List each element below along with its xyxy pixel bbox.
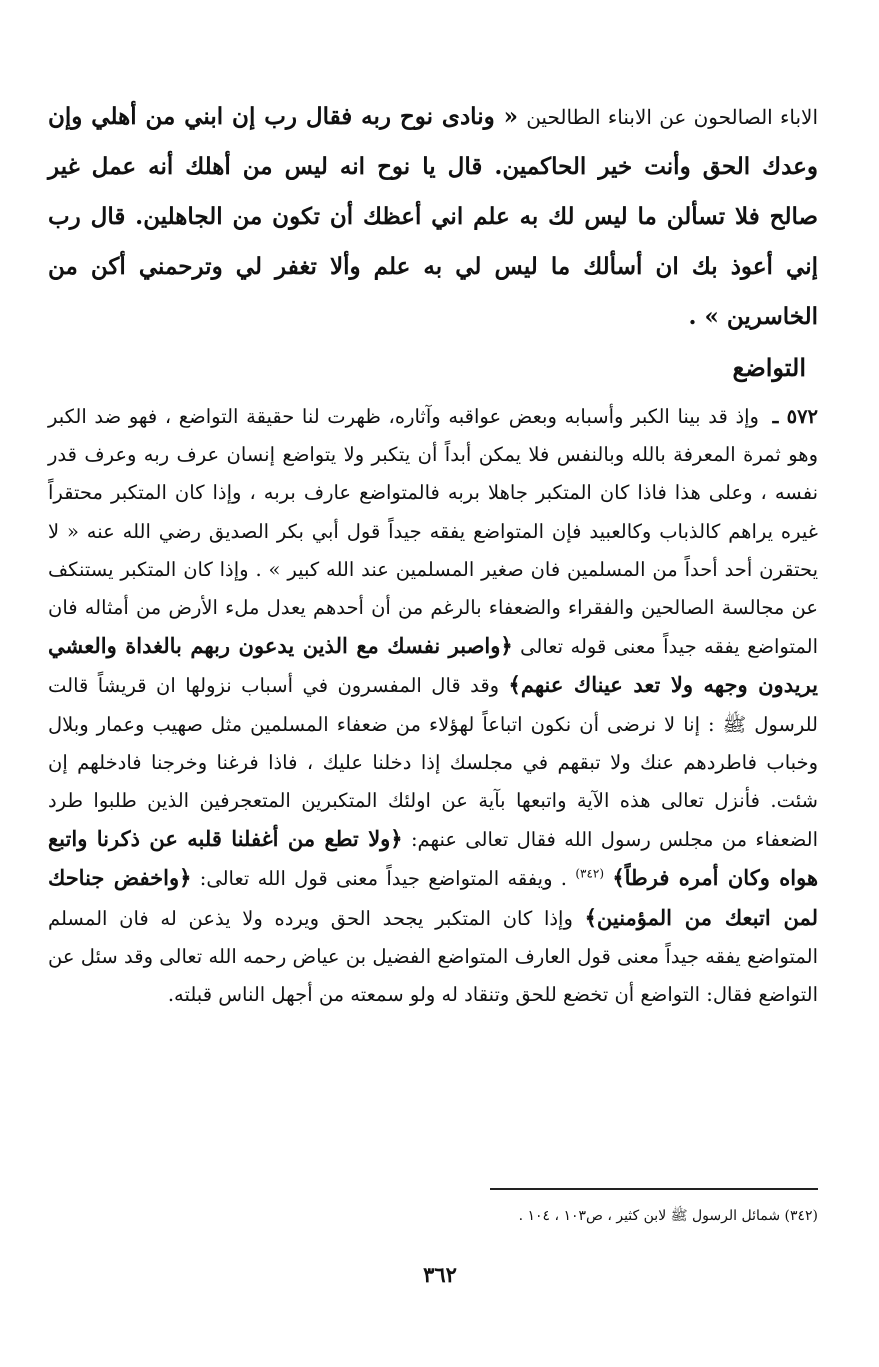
body-text-part-4: وإذا كان المتكبر يجحد الحق ويرده ولا يذعن له فان المسلم المتواضع يفقه جيداً معنى قول العارف المتواضع الفضيل بن عياض رحمه الله تعالى وقد سئل عن التواضع فقال: التواضع أن تخضع للحق وتنقاد له ولو سمعته من أجهل الناس قبلته. [48,906,818,1007]
quran-verse-patience: ﴿واصبر نفسك مع الذين يدعون ربهم بالغداة والعشي يريدون وجهه ولا تعد عيناك عنهم﴾ [48,633,819,698]
footnote: (٣٤٢) شمائل الرسول ﷺ لابن كثير ، ص١٠٣ ، ١٠٤ . [518,1208,818,1224]
body-text-part-3: . ويفقه المتواضع جيداً معنى قول الله تعالى: [199,867,567,891]
body-paragraph [48,398,818,1014]
paragraph-number: ٥٧٢ ـ [772,405,819,428]
quran-verse-obey: ﴿ولا تطع من أغفلنا قلبه عن ذكرنا واتبع هواه وكان أمره فرطاً﴾ [48,826,819,891]
footnote-reference[interactable]: (٣٤٢) [575,866,605,881]
section-heading [48,348,818,388]
opening-paragraph [48,92,818,342]
opening-lead-text: الاباء الصالحون عن الابناء الطالحين [526,105,819,129]
page-content [48,92,818,1014]
body-text-part-2: وقد قال المفسرون في أسباب نزولها ان قريشاً قالت للرسول ﷺ : إنا لا نرضى أن نكون اتباعاً لهؤلاء من ضعفاء المسلمين مثل صهيب وعمار وبلال وخباب فاطردهم عنك ولا تبقهم في مجلسك إذا دخلنا عليك ، فاذا فرغنا وخرجنا فادخلهم إن شئت. فأنزل تعالى هذه الآية واتبعها بآية عن اولئك المتكبرين المتعجرفين الذين طلبوا طرد الضعفاء من مجلس رسول الله فقال تعالى عنهم: [48,674,818,852]
quran-verse-humility: ﴿واخفض جناحك لمن اتبعك من المؤمنين﴾ [48,865,818,930]
footnote-divider [490,1188,818,1190]
page-number: ٣٦٢ [423,1262,457,1287]
section-heading-text: التواضع [732,353,806,382]
body-text-part-1: وإذ قد بينا الكبر وأسبابه وبعض عواقبه وآثاره، ظهرت لنا حقيقة التواضع ، فهو ضد الكبر وهو ثمرة المعرفة بالله وبالنفس فلا يمكن أبداً أن يتكبر ولا يتواضع إنسان عرف ربه وعرف قدر نفسه ، وعلى هذا فاذا كان المتكبر جاهلا بربه فالمتواضع عارف بربه ، وإذا كان المتكبر محتقراً غيره يراهم كالذباب وكالعبيد فإن المتواضع يفقه جيداً قول أبي بكر الصديق رضي الله عنه « لا يحتقرن أحد أحداً من المسلمين فان صغير المسلمين عند الله كبير » . وإذا كان المتكبر يستنكف عن مجالسة الصالحين والفقراء والضعفاء بالرغم من أن أحدهم يعدل ملء الأرض من أمثاله فان المتواضع يفقه جيداً معنى قوله تعالى [48,405,819,659]
quran-verse-noah: « ونادى نوح ربه فقال رب إن ابني من أهلي وإن وعدك الحق وأنت خير الحاكمين. قال يا نوح انه ليس من أهلك أنه عمل غير صالح فلا تسألن ما ليس لك به علم اني أعظك أن تكون من الجاهلين. قال رب إني أعوذ بك ان أسألك ما ليس لي به علم وألا تغفر لي وترحمني أكن من الخاسرين » . [48,103,818,330]
